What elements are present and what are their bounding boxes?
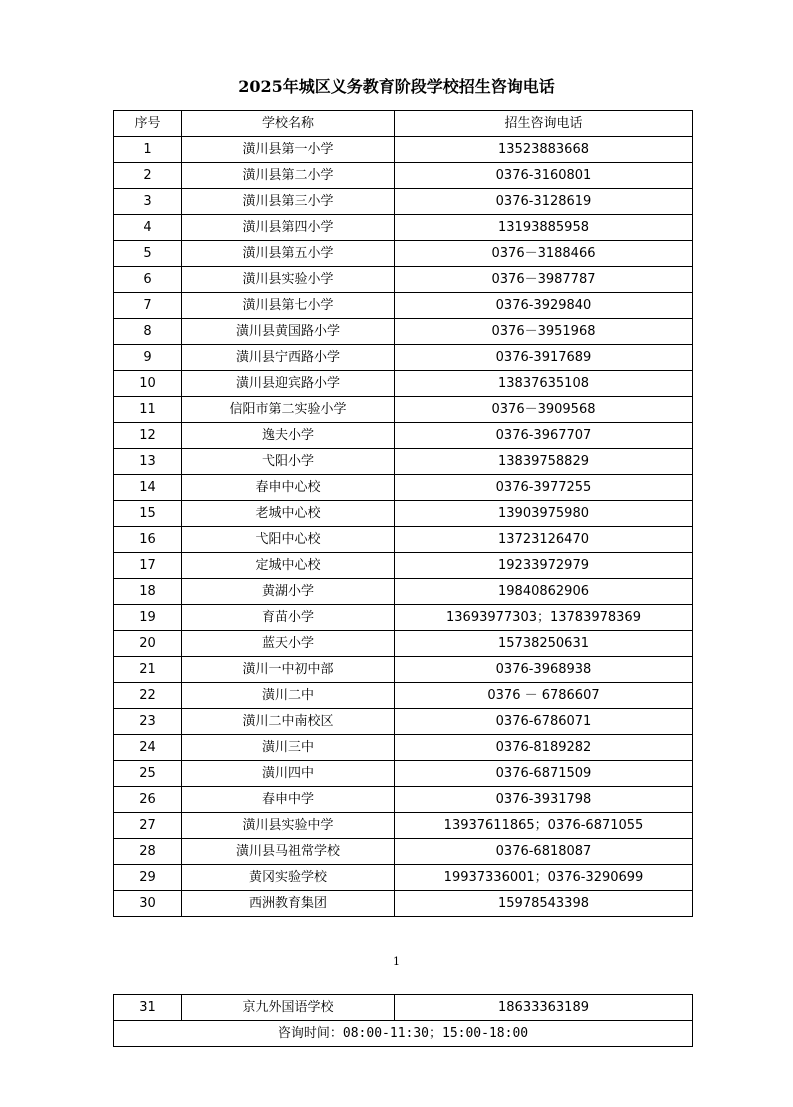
phone-number: 0376-3929840 (395, 293, 693, 319)
table-row (114, 267, 693, 293)
table-row (114, 215, 693, 241)
phone-number: 0376-6818087 (395, 839, 693, 865)
school-name: 潢川县实验小学 (182, 267, 395, 293)
row-index: 2 (114, 163, 182, 189)
school-name: 信阳市第二实验小学 (182, 397, 395, 423)
school-name: 潢川县迎宾路小学 (182, 371, 395, 397)
phone-number: 0376－3951968 (395, 319, 693, 345)
table-row (114, 761, 693, 787)
table-row (114, 475, 693, 501)
row-index: 18 (114, 579, 182, 605)
phone-number: 0376-3160801 (395, 163, 693, 189)
phone-number: 19233972979 (395, 553, 693, 579)
school-name: 弋阳小学 (182, 449, 395, 475)
table-row (114, 397, 693, 423)
table-row (114, 891, 693, 917)
table-row (114, 189, 693, 215)
table-row (114, 579, 693, 605)
table-row (114, 709, 693, 735)
school-name: 黄湖小学 (182, 579, 395, 605)
phone-number: 13523883668 (395, 137, 693, 163)
page-number: 1 (393, 955, 400, 968)
phone-number: 19937336001；0376-3290699 (395, 865, 693, 891)
table-row (114, 345, 693, 371)
school-name: 育苗小学 (182, 605, 395, 631)
table-row (114, 839, 693, 865)
row-index: 10 (114, 371, 182, 397)
table-row (114, 527, 693, 553)
table-row (114, 995, 693, 1021)
row-index: 1 (114, 137, 182, 163)
phone-number: 13839758829 (395, 449, 693, 475)
phone-number: 0376-3968938 (395, 657, 693, 683)
phone-number: 13193885958 (395, 215, 693, 241)
row-index: 17 (114, 553, 182, 579)
school-name: 潢川二中 (182, 683, 395, 709)
school-name: 春申中心校 (182, 475, 395, 501)
school-name: 潢川四中 (182, 761, 395, 787)
row-index: 13 (114, 449, 182, 475)
table-row (114, 163, 693, 189)
school-name: 潢川三中 (182, 735, 395, 761)
row-index: 30 (114, 891, 182, 917)
row-index: 23 (114, 709, 182, 735)
school-name: 定城中心校 (182, 553, 395, 579)
phone-number: 0376-3128619 (395, 189, 693, 215)
row-index: 16 (114, 527, 182, 553)
header-index: 序号 (114, 111, 182, 137)
phone-number: 0376-6871509 (395, 761, 693, 787)
row-index: 14 (114, 475, 182, 501)
school-name: 潢川县实验中学 (182, 813, 395, 839)
table-row (114, 631, 693, 657)
school-name: 潢川县第一小学 (182, 137, 395, 163)
school-name: 潢川县马祖常学校 (182, 839, 395, 865)
school-name: 蓝天小学 (182, 631, 395, 657)
document-title: 2025年城区义务教育阶段学校招生咨询电话 (238, 77, 555, 96)
row-index: 12 (114, 423, 182, 449)
table-row (114, 241, 693, 267)
row-index: 31 (114, 995, 182, 1021)
phone-number: 13837635108 (395, 371, 693, 397)
school-name: 潢川县第四小学 (182, 215, 395, 241)
school-name: 潢川一中初中部 (182, 657, 395, 683)
row-index: 4 (114, 215, 182, 241)
row-index: 27 (114, 813, 182, 839)
school-name: 西洲教育集团 (182, 891, 395, 917)
contact-table (113, 110, 693, 917)
row-index: 11 (114, 397, 182, 423)
row-index: 20 (114, 631, 182, 657)
row-index: 28 (114, 839, 182, 865)
phone-number: 0376-6786071 (395, 709, 693, 735)
school-name: 逸夫小学 (182, 423, 395, 449)
school-name: 弋阳中心校 (182, 527, 395, 553)
header-school-name: 学校名称 (182, 111, 395, 137)
table-row (114, 787, 693, 813)
table-row (114, 423, 693, 449)
row-index: 22 (114, 683, 182, 709)
row-index: 15 (114, 501, 182, 527)
school-name: 老城中心校 (182, 501, 395, 527)
phone-number: 0376－3909568 (395, 397, 693, 423)
school-name: 潢川二中南校区 (182, 709, 395, 735)
row-index: 25 (114, 761, 182, 787)
school-name: 京九外国语学校 (182, 995, 395, 1021)
school-name: 潢川县宁西路小学 (182, 345, 395, 371)
phone-number: 13723126470 (395, 527, 693, 553)
table-row (114, 813, 693, 839)
school-name: 潢川县第五小学 (182, 241, 395, 267)
table-header-row (114, 111, 693, 137)
phone-number: 13903975980 (395, 501, 693, 527)
phone-number: 18633363189 (395, 995, 693, 1021)
table-row (114, 319, 693, 345)
school-name: 潢川县黄国路小学 (182, 319, 395, 345)
row-index: 7 (114, 293, 182, 319)
phone-number: 0376-3931798 (395, 787, 693, 813)
phone-number: 0376-3967707 (395, 423, 693, 449)
school-name: 黄冈实验学校 (182, 865, 395, 891)
contact-table-continued (113, 994, 693, 1047)
table-row (114, 605, 693, 631)
table-row (114, 657, 693, 683)
table-row (114, 501, 693, 527)
row-index: 5 (114, 241, 182, 267)
school-name: 潢川县第二小学 (182, 163, 395, 189)
row-index: 9 (114, 345, 182, 371)
phone-number: 0376-3917689 (395, 345, 693, 371)
phone-number: 0376-3977255 (395, 475, 693, 501)
school-name: 春申中学 (182, 787, 395, 813)
row-index: 29 (114, 865, 182, 891)
row-index: 6 (114, 267, 182, 293)
phone-number: 0376－3987787 (395, 267, 693, 293)
row-index: 3 (114, 189, 182, 215)
phone-number: 0376 － 6786607 (395, 683, 693, 709)
phone-number: 0376－3188466 (395, 241, 693, 267)
table-row (114, 683, 693, 709)
row-index: 19 (114, 605, 182, 631)
table-row (114, 371, 693, 397)
table-row (114, 865, 693, 891)
consult-time: 咨询时间：08:00-11:30；15:00-18:00 (114, 1021, 693, 1047)
row-index: 26 (114, 787, 182, 813)
table-row (114, 553, 693, 579)
consult-time-row (114, 1021, 693, 1047)
row-index: 24 (114, 735, 182, 761)
phone-number: 15738250631 (395, 631, 693, 657)
phone-number: 13693977303；13783978369 (395, 605, 693, 631)
header-phone: 招生咨询电话 (395, 111, 693, 137)
table-row (114, 137, 693, 163)
school-name: 潢川县第三小学 (182, 189, 395, 215)
school-name: 潢川县第七小学 (182, 293, 395, 319)
table-row (114, 735, 693, 761)
phone-number: 19840862906 (395, 579, 693, 605)
table-row (114, 449, 693, 475)
phone-number: 0376-8189282 (395, 735, 693, 761)
row-index: 8 (114, 319, 182, 345)
table-row (114, 293, 693, 319)
phone-number: 15978543398 (395, 891, 693, 917)
row-index: 21 (114, 657, 182, 683)
phone-number: 13937611865；0376-6871055 (395, 813, 693, 839)
